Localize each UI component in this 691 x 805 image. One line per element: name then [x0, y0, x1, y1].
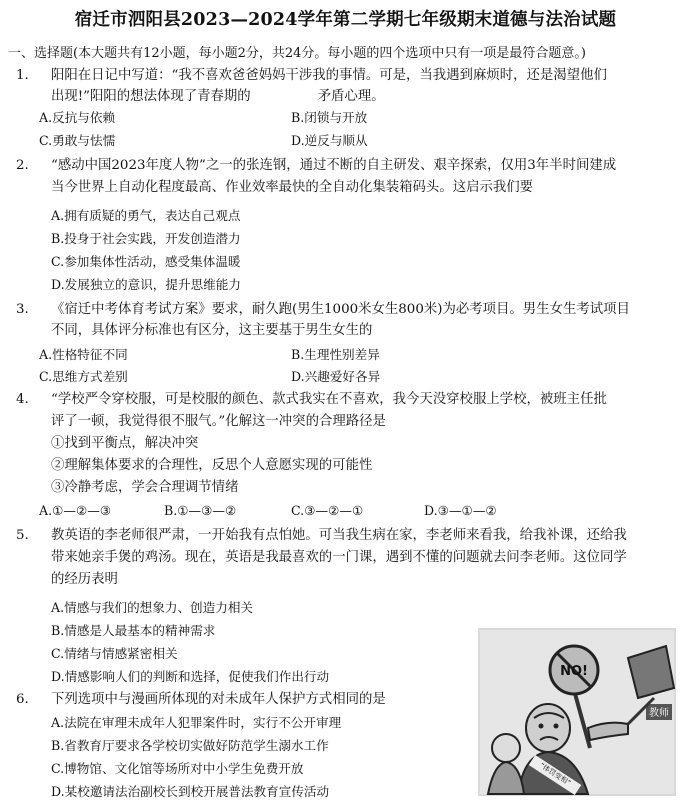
sash-text: “体罚变相”	[538, 761, 573, 788]
question-3-line-2: 不同，具体评分标准也有区分，这主要基于男生女生的	[51, 323, 373, 338]
question-6-number: 6.	[16, 692, 29, 707]
question-4-item-2: ②理解集体要求的合理性，反思个人意愿实现的可能性	[51, 458, 373, 473]
question-4-item-3: ③冷静考虑，学会合理调节情绪	[51, 480, 239, 495]
paddle-label: 教师	[649, 708, 669, 719]
question-5-line-1: 教英语的李老师很严肃，一开始我有点怕她。可当我生病在家，李老师来看我，给我补课，还给我	[51, 528, 627, 543]
question-4-option-c[interactable]: C.③—②—①	[291, 503, 364, 518]
page-title: 宿迁市泗阳县2023—2024学年第二学期七年级期末道德与法治试题	[74, 10, 617, 30]
question-6-line-1: 下列选项中与漫画所体现的对未成年人保护方式相同的是	[51, 692, 386, 707]
question-3-number: 3.	[16, 302, 29, 317]
question-1-line-1: 阳阳在日记中写道：“我不喜欢爸爸妈妈干涉我的事情。可是，当我遇到麻烦时，还是渴望他们	[51, 68, 607, 83]
question-1-option-a[interactable]: A.反抗与依赖	[39, 110, 116, 125]
question-2-line-2: 当今世界上自动化程度最高、作业效率最快的全自动化集装箱码头。这启示我们要	[51, 180, 534, 195]
question-5-option-b[interactable]: B.情感是人最基本的精神需求	[51, 623, 216, 638]
question-6-option-b[interactable]: B.省教育厅要求各学校切实做好防范学生溺水工作	[51, 738, 329, 753]
question-2-line-1: “感动中国2023年度人物”之一的张连钢，通过不断的自主研发、艰辛探索，仅用3年半时间建成	[51, 158, 617, 173]
question-5-number: 5.	[16, 528, 29, 543]
question-5-option-a[interactable]: A.情感与我们的想象力、创造力相关	[51, 600, 254, 615]
question-5-line-3: 的经历表明	[51, 572, 118, 587]
question-4-option-d[interactable]: D.③—①—②	[424, 503, 497, 518]
question-4-number: 4.	[16, 392, 29, 407]
no-sign-text: NO!	[560, 664, 588, 679]
cartoon-illustration	[478, 628, 676, 796]
question-4-option-b[interactable]: B.①—③—②	[164, 503, 237, 518]
question-5-option-d[interactable]: D.情感影响人们的判断和选择，促使我们作出行动	[51, 669, 330, 684]
question-3-option-d[interactable]: D.兴趣爱好各异	[291, 369, 381, 384]
question-1-option-b[interactable]: B.闭锁与开放	[291, 110, 368, 125]
question-4-line-1: “学校严令穿校服，可是校服的颜色、款式我实在不喜欢，我今天没穿校服上学校，被班主任批	[51, 392, 607, 407]
question-3-option-b[interactable]: B.生理性别差异	[291, 347, 380, 362]
question-1-number: 1.	[16, 68, 29, 83]
question-4-option-a[interactable]: A.①—②—③	[39, 503, 112, 518]
section-instructions: 一、选择题(本大题共有12小题，每小题2分，共24分。每小题的四个选项中只有一项是最符合题意。)	[8, 46, 586, 61]
question-3-line-1: 《宿迁中考体育考试方案》要求，耐久跑(男生1000米女生800米)为必考项目。男生女生考试项目	[51, 302, 630, 317]
question-2-number: 2.	[16, 158, 29, 173]
question-2-option-d[interactable]: D.发展独立的意识，提升思维能力	[51, 277, 241, 292]
question-4-line-2: 评了一顿，我觉得很不服气。”化解这一冲突的合理路径是	[51, 414, 386, 429]
question-3-option-c[interactable]: C.思维方式差别	[39, 369, 128, 384]
question-1-option-d[interactable]: D.逆反与顺从	[291, 133, 368, 148]
question-3-option-a[interactable]: A.性格特征不同	[39, 347, 128, 362]
question-2-option-a[interactable]: A.拥有质疑的勇气，表达自己观点	[51, 208, 241, 223]
question-1-line-2: 出现!”阳阳的想法体现了青春期的 矛盾心理。	[51, 89, 385, 104]
question-2-option-c[interactable]: C.参加集体性活动，感受集体温暖	[51, 254, 241, 269]
question-2-option-b[interactable]: B.投身于社会实践，开发创造潜力	[51, 231, 241, 246]
question-5-line-2: 带来她亲手煲的鸡汤。现在，英语是我最喜欢的一门课，遇到不懂的问题就去问李老师。这位同学	[51, 550, 627, 565]
question-6-option-d[interactable]: D.某校邀请法治副校长到校开展普法教育宣传活动	[51, 784, 330, 799]
question-4-item-1: ①找到平衡点，解决冲突	[51, 436, 199, 451]
question-6-option-c[interactable]: C.博物馆、文化馆等场所对中小学生免费开放	[51, 761, 304, 776]
question-5-option-c[interactable]: C.情绪与情感紧密相关	[51, 646, 178, 661]
question-6-option-a[interactable]: A.法院在审理未成年人犯罪案件时，实行不公开审理	[51, 715, 342, 730]
question-1-option-c[interactable]: C.勇敢与怯懦	[39, 133, 116, 148]
